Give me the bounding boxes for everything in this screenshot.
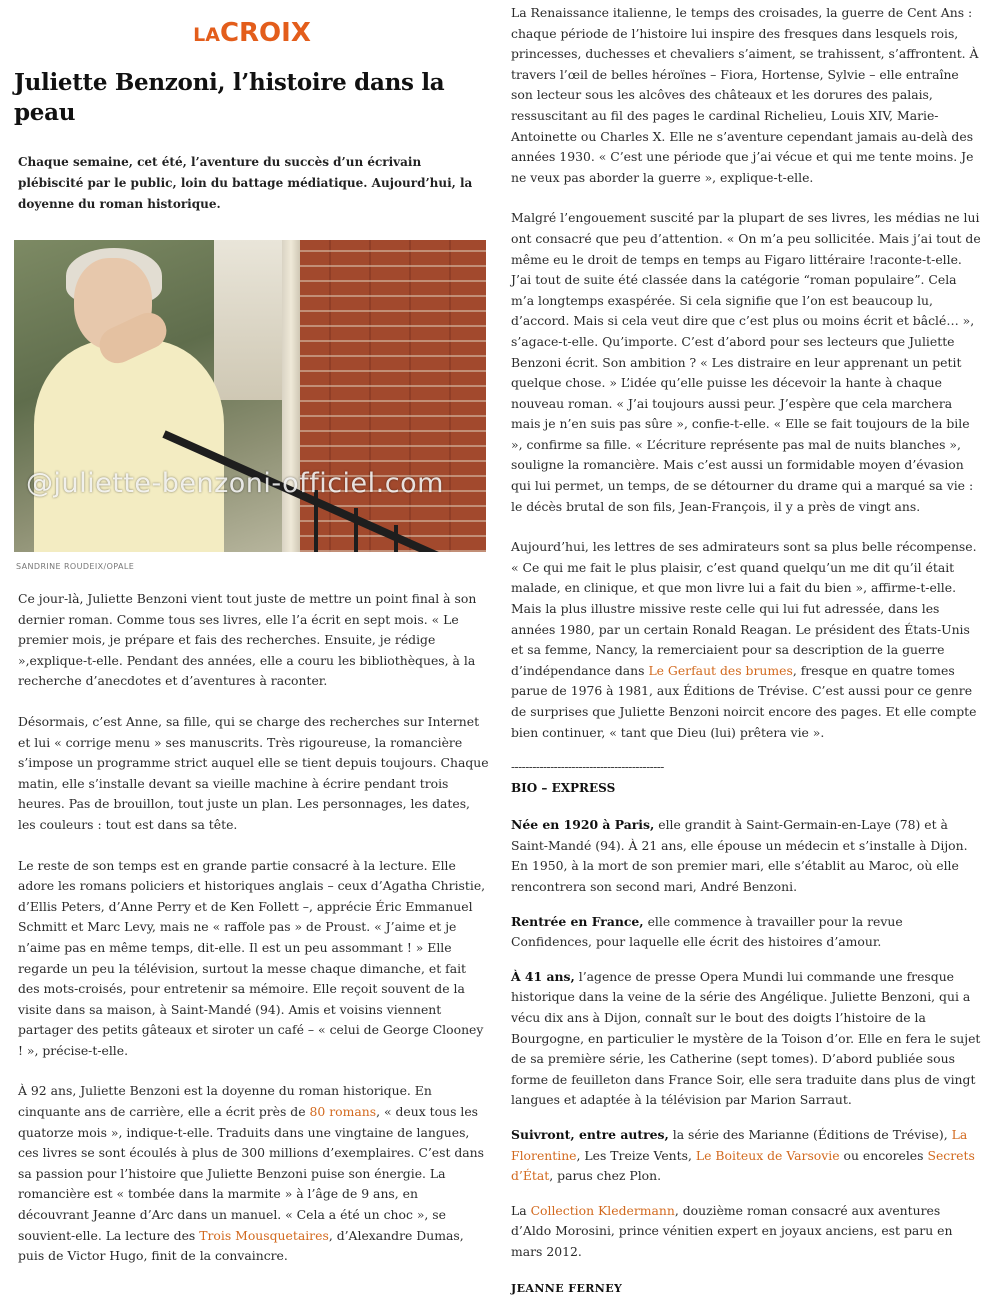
bio-paragraph — [511, 1201, 981, 1263]
bio-text: la série des Marianne (Éditions de Trévise), — [668, 1126, 952, 1142]
bio-text: , Les Treize Vents, — [576, 1147, 696, 1163]
link-secrets-d-etat[interactable]: Secrets d’État — [511, 1147, 975, 1184]
photo-rail-post — [394, 525, 398, 552]
left-column — [14, 0, 490, 1267]
link-le-boiteux-de-varsovie[interactable]: Le Boiteux de Varsovie — [695, 1147, 840, 1163]
article-title: Juliette Benzoni, l’histoire dans la peau — [14, 69, 445, 126]
link-80-romans[interactable]: 80 romans — [309, 1104, 377, 1120]
link-trois-mousquetaires[interactable]: Trois Mousquetaires — [199, 1227, 329, 1243]
paragraph-text: , « deux tous les quatorze mois », indique-t-elle. Traduits dans une vingtaine de langues, ces livres se sont écoulés à plus de 300 millions d’exemplaires. C’est dans sa passion pour l’histoire que Juliette Benzoni puise son énergie. La romancière est « tombée dans la marmite » à l’âge de 9 ans, en découvrant Jeanne d’Arc dans un manuel. « Cela a été un choc », se souvient-elle. La lecture des — [18, 1104, 485, 1243]
link-la-florentine[interactable]: La Florentine — [511, 1126, 968, 1163]
bio-text: elle grandit à Saint-Germain-en-Laye (78) et à Saint-Mandé (94). À 21 ans, elle épouse un médecin et s’installe à Dijon. En 1950, à la mort de son premier mari, elle s’établit au Maroc, où elle rencontrera son second mari, André Benzoni. — [511, 817, 968, 894]
logo-la: LA — [193, 24, 220, 46]
article-lead: Chaque semaine, cet été, l’aventure du succès d’un écrivain plébiscité par le public, loin du battage médiatique. Aujourd’hui, la doyenne du roman historique. — [18, 155, 473, 211]
author-photo — [14, 240, 486, 552]
bio-lead: Suivront, entre autres, — [511, 1126, 669, 1142]
bio-lead: Née en 1920 à Paris, — [511, 817, 655, 833]
photo-rail-post — [354, 508, 358, 552]
logo-croix: CROIX — [219, 18, 311, 48]
photo-pillar — [282, 240, 300, 552]
photo-watermark: @juliette-benzoni-officiel.com — [26, 468, 444, 499]
paragraph-text: , fresque en quatre tomes parue de 1976 à 1981, aux Éditions de Trévise. C’est aussi pour ce genre de surprises que Juliette Benzoni noircit encore des pages. Et elle compte bien continuer, « tant que Dieu (lui) prêtera vie ». — [511, 662, 977, 740]
paragraph — [511, 537, 981, 743]
paragraph-text: À 92 ans, Juliette Benzoni est la doyenne du roman historique. En cinquante ans de carrière, elle a écrit près de — [18, 1083, 432, 1120]
la-croix-logo[interactable] — [14, 18, 490, 48]
bio-text: l’agence de presse Opera Mundi lui commande une fresque historique dans la veine de la série des Angélique. Juliette Benzoni, qui a vécu dix ans à Dijon, connaît sur le bout des doigts l’histoire de la Bourgogne, en particulier le mystère de la Toison d’or. Elle en fera le sujet de sa première série, les Catherine (sept tomes). D’abord publiée sous forme de feuilleton dans France Soir, elle sera traduite dans plus de vingt langues et adaptée à la télévision par Marion Sarraut. — [511, 968, 981, 1108]
link-le-gerfaut-des-brumes[interactable]: Le Gerfaut des brumes — [648, 662, 793, 678]
bio-lead: À 41 ans, — [511, 968, 575, 984]
paragraph: La Renaissance italienne, le temps des croisades, la guerre de Cent Ans : chaque période de l’histoire lui inspire des fresques dans lesquels rois, princesses, duchesses et chevaliers s’aiment, se trahissent, s’affrontent. À travers l’œil de belles héroïnes – Fiora, Hortense, Sylvie – elle entraîne son lecteur sous les alcôves des châteaux et les dorures des palais, ressuscitant au fil des pages le cardinal Richelieu, Louis XIV, Marie-Antoinette ou Charles X. Elle ne s’aventure cependant jamais au-delà des années 1930. « C’est une période que j’ai vécue et qui me tente moins. Je ne veux pas aborder la guerre », explique-t-elle. — [511, 5, 979, 185]
paragraph: Ce jour-là, Juliette Benzoni vient tout juste de mettre un point final à son dernier roman. Comme tous ses livres, elle l’a écrit en sept mois. « Le premier mois, je prépare et fais des recherches. Ensuite, je rédige »,explique-t-elle. Pendant des années, elle a couru les bibliothèques, à la recherche d’anecdotes et d’aventures à raconter. — [18, 591, 477, 689]
bio-paragraph — [511, 1125, 981, 1187]
photo-rail-post — [314, 490, 318, 552]
paragraph: Malgré l’engouement suscité par la plupart de ses livres, les médias ne lui ont consacré que peu d’attention. « On m’a peu sollicitée. Mais j’ai tout de même eu le droit de temps en temps au Figaro littéraire !raconte-t-elle. J’ai tout de suite été classée dans la catégorie “roman populaire”. Cela m’a longtemps exaspérée. Si cela signifie que l’on est beaucoup lu, d’accord. Mais si cela veut dire que c’est plus ou moins écrit et bâclé… », s’agace-t-elle. Qu’importe. C’est d’abord pour ses lecteurs que Juliette Benzoni écrit. Son ambition ? « Les distraire en leur apprenant un petit quelque chose. » L’idée qu’elle puisse les décevoir la hante à chaque nouveau roman. « J’ai toujours aussi peur. J’espère que cela marchera mais je n’en suis pas sûre », confie-t-elle. « Elle se fait toujours de la bile », confirme sa fille. « L’écriture représente pas mal de nuits blanches », souligne la romancière. Mais c’est aussi un formidable moyen d’évasion qui lui permet, un temps, de se détourner du drame qui a marqué sa vie : le décès brutal de son fils, Jean-François, il y a près de vingt ans. — [511, 210, 981, 514]
bio-paragraph — [511, 815, 981, 897]
photo-window — [214, 240, 284, 400]
paragraph: Désormais, c’est Anne, sa fille, qui se charge des recherches sur Internet et lui « corrige menu » ses manuscrits. Très rigoureuse, la romancière s’impose un programme strict auquel elle se tient depuis toujours. Chaque matin, elle s’installe devant sa vieille machine à écrire pendant trois heures. Pas de brouillon, tout juste un plan. Les personnages, les dates, les couleurs : tout est dans sa tête. — [18, 713, 489, 832]
right-column — [511, 0, 981, 1295]
author-signature: JEANNE FERNEY — [511, 1282, 623, 1295]
bio-text: ou encoreles — [839, 1147, 928, 1163]
paragraph-text: Aujourd’hui, les lettres de ses admirateurs sont sa plus belle récompense. « Ce qui me fait le plus plaisir, c’est quand quelqu’un me dit qu’il était malade, en clinique, et que mon livre lui a fait du bien », affirme-t-elle. Mais la plus illustre missive reste celle qui lui fut adressée, dans les années 1980, par un certain Ronald Reagan. Le président des États-Unis et sa femme, Nancy, la remerciaient pour sa description de la guerre d’indépendance dans — [511, 539, 977, 678]
link-collection-kledermann[interactable]: Collection Kledermann — [530, 1202, 675, 1218]
bio-text: elle commence à travailler pour la revue Confidences, pour laquelle elle écrit des histoires d’amour. — [511, 913, 903, 950]
bio-text: , douzième roman consacré aux aventures d’Aldo Morosini, prince vénitien expert en joyaux anciens, est paru en mars 2012. — [511, 1202, 953, 1259]
paragraph — [14, 1081, 490, 1266]
bio-express-heading: BIO – EXPRESS — [511, 781, 616, 796]
separator-line: ------------------------------------------- — [511, 760, 664, 775]
photo-credit: SANDRINE ROUDEIX/OPALE — [16, 562, 135, 571]
bio-text: , parus chez Plon. — [549, 1168, 662, 1184]
bio-paragraph — [511, 912, 981, 953]
bio-lead: Rentrée en France, — [511, 913, 644, 929]
bio-text: La — [511, 1202, 531, 1218]
bio-paragraph — [511, 967, 981, 1111]
paragraph: Le reste de son temps est en grande partie consacré à la lecture. Elle adore les romans policiers et historiques anglais – ceux d’Agatha Christie, d’Ellis Peters, d’Anne Perry et de Ken Follett –, apprécie Éric Emmanuel Schmitt et Marc Levy, mais ne « raffole pas » de Proust. « J’aime et je n’aime pas en même temps, dit-elle. Il est un peu assommant ! » Elle regarde un peu la télévision, surtout la messe chaque dimanche, et fait des mots-croisés, pour entretenir sa mémoire. Elle reçoit souvent de la visite dans sa maison, à Saint-Mandé (94). Amis et voisins viennent partager des petits gâteaux et siroter un café – « celui de George Clooney ! », précise-t-elle. — [18, 857, 486, 1058]
paragraph-text: , d’Alexandre Dumas, puis de Victor Hugo, finit de la convaincre. — [18, 1227, 464, 1264]
